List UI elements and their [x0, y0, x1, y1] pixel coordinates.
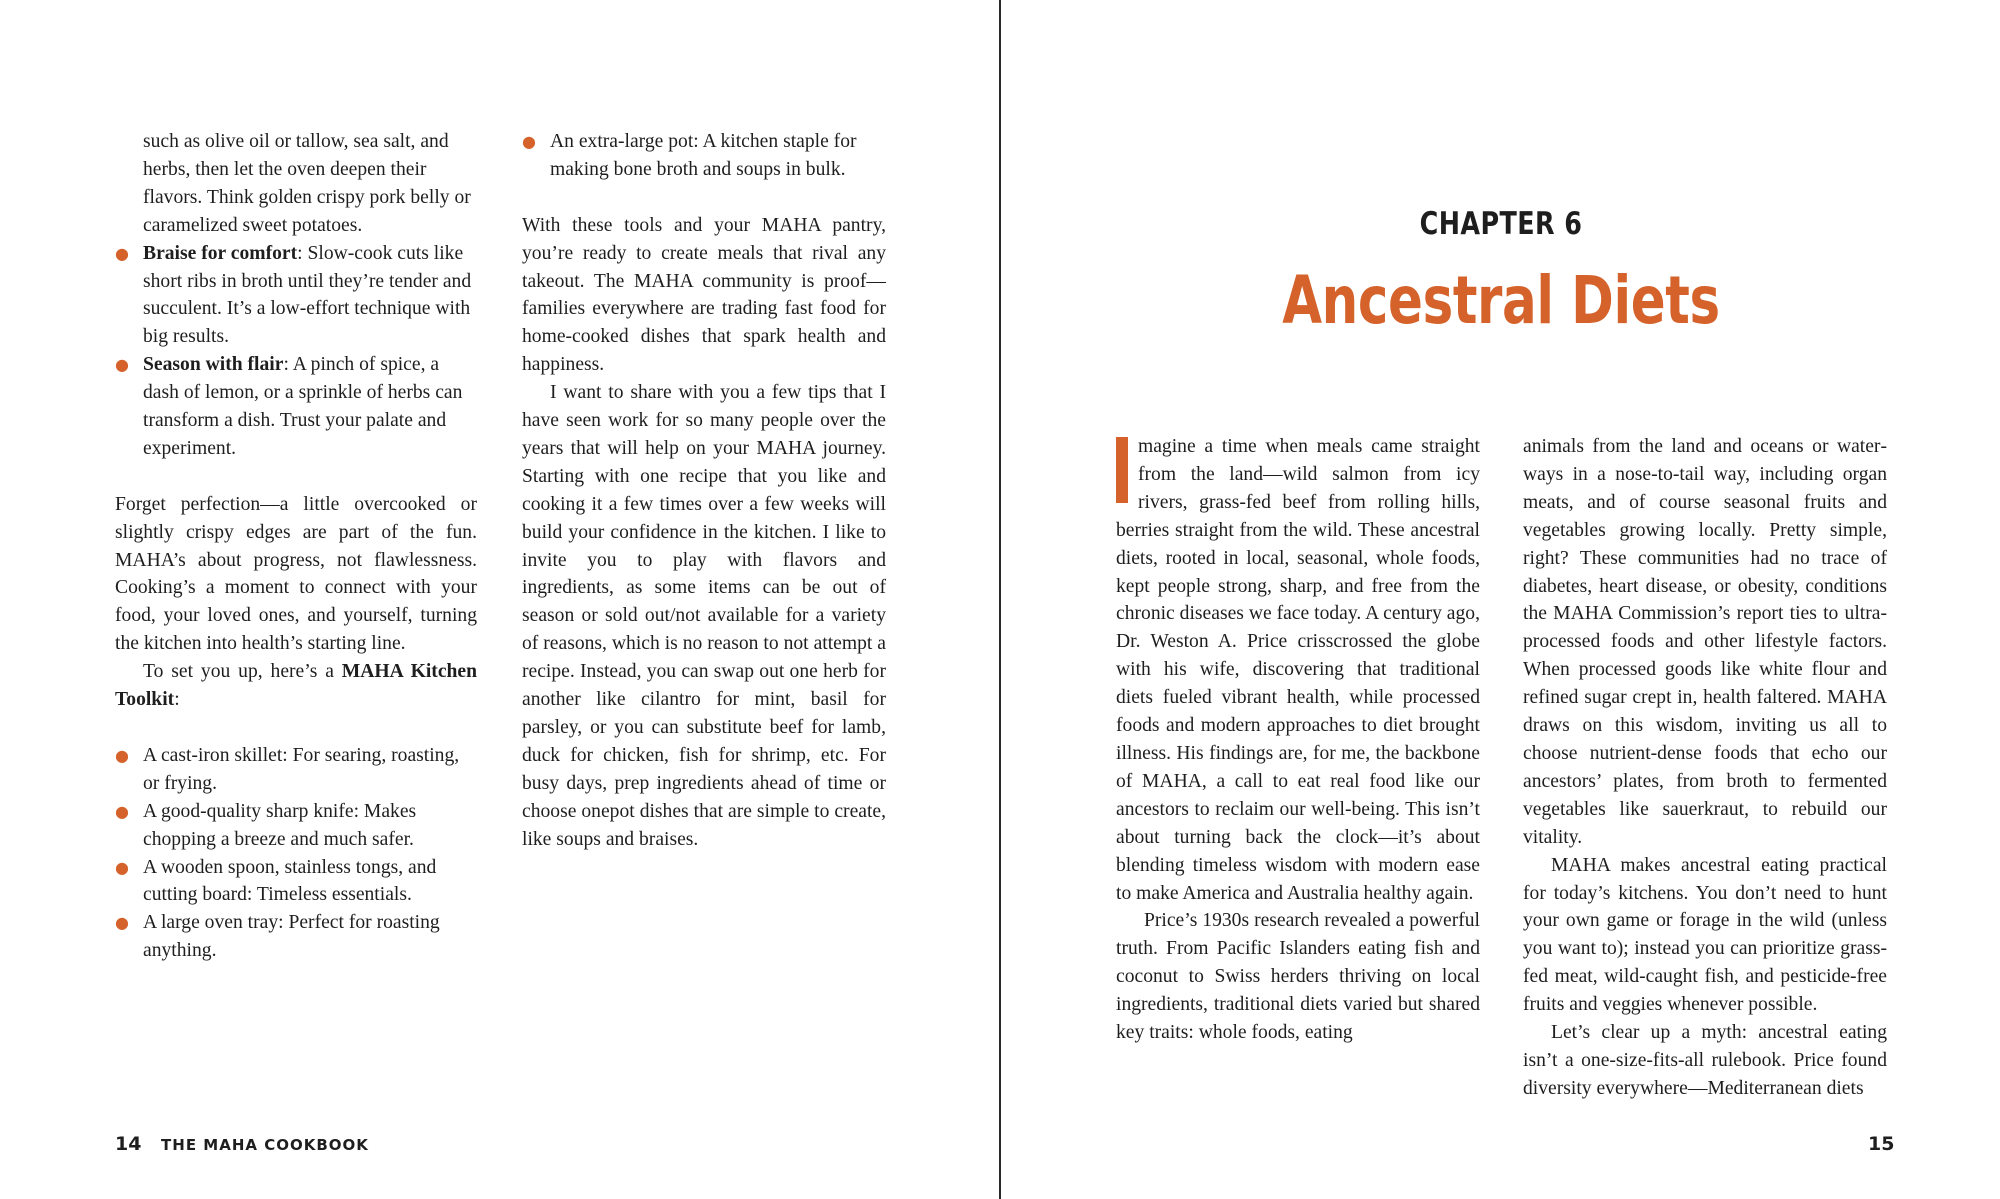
chapter-label: CHAPTER 6	[1419, 206, 1583, 242]
page-number: 15	[1868, 1133, 1895, 1155]
bullet-bold-label: Braise for comfort	[143, 242, 298, 264]
paragraph-forget-perfection: Forget perfection—a little overcooked or slightly crispy edges are part of the fun. MAHA’s about progress, not flawlessness. Cooking’s a moment to connect with your food, your loved ones, and yourself, turning the kitchen into health’s starting line.	[115, 493, 477, 655]
paragraph-practical: MAHA makes ancestral eating practical for today’s kitchens. You don’t need to hunt your own game or forage in the wild (unless you want to); instead you can prioritize grass-fed meat, wild-caught fish, and pesticide-free fruits and veggies whenever possible.	[1523, 854, 1887, 1016]
paragraph-imagine-text: magine a time when meals came straight from the land—wild salmon from icy rivers, grass-fed beef from rolling hills, berries straight from the wild. These ancestral diets, rooted in local, seasonal, whole foods, kept people strong, sharp, and free from the chronic diseases we face today. A century ago, Dr. Weston A. Price crisscrossed the globe with his wife, discovering that traditional diets fueled vibrant health, while processed foods and modern approaches to diet brought illness. His findings are, for me, the backbone of MAHA, a call to eat real food like our ancestors to reclaim our well-being. This isn’t about turning back the clock—it’s about blending timeless wisdom with modern ease to make America and Australia healthy again.	[1116, 436, 1480, 904]
bullet-bold-label: Season with flair	[143, 354, 284, 376]
paragraph-myth: Let’s clear up a myth: ancestral eating isn’t a one-size-fits-all rulebook. Price found diversity everywhere—Mediterranean diets	[1523, 1022, 1887, 1099]
left-column-1	[115, 128, 477, 965]
tool-text: An extra-large pot: A kitchen staple for making bone broth and soups in bulk.	[550, 131, 857, 180]
tool-text: A wooden spoon, stainless tongs, and cutting board: Timeless essentials.	[143, 856, 437, 906]
left-page	[0, 0, 999, 1199]
bullet-roast-continuation: such as olive oil or tallow, sea salt, and herbs, then let the oven deepen their flavors. Think golden crispy pork belly or caramelized sweet potatoes.	[143, 131, 471, 236]
list-item	[115, 909, 477, 965]
cooking-tips-list	[115, 240, 477, 463]
tool-text: A cast-iron skillet: For searing, roasting, or frying.	[143, 744, 460, 794]
list-item	[115, 351, 477, 463]
list-item	[522, 128, 886, 184]
running-head: THE MAHA COOKBOOK	[161, 1136, 369, 1154]
page-number: 14	[115, 1133, 142, 1155]
left-footer	[115, 1133, 369, 1155]
toolkit-bold-label: MAHA Kitchen Toolkit	[115, 661, 478, 711]
tool-text: A large oven tray: Perfect for roasting anything.	[143, 912, 440, 962]
book-spine-divider	[999, 0, 1001, 1199]
left-column-2	[522, 128, 886, 854]
toolkit-list-continued	[522, 128, 886, 184]
list-item	[115, 240, 477, 352]
paragraph-price-research: Price’s 1930s research revealed a powerful truth. From Pacific Islanders eating fish and coconut to Swiss herders thriving on local ingredients, traditional diets varied but shared key traits: whole foods, eating	[1116, 910, 1480, 1044]
chapter-title: Ancestral Diets	[1282, 262, 1720, 339]
right-page	[1002, 0, 2000, 1199]
bullet-dot-icon: ●	[115, 857, 129, 877]
bullet-dot-icon: ●	[115, 801, 129, 821]
bullet-dot-icon: ●	[115, 913, 129, 933]
bullet-dot-icon: ●	[115, 243, 129, 263]
list-item	[115, 798, 477, 854]
dropcap-bar-icon	[1116, 437, 1128, 503]
right-column-2	[1523, 433, 1887, 1103]
toolkit-intro-text: To set you up, here’s a	[143, 661, 342, 683]
right-footer	[1868, 1133, 1895, 1155]
paragraph-with-these-tools: With these tools and your MAHA pantry, you’re ready to create meals that rival any takeout. The MAHA community is proof—families everywhere are trading fast food for home-cooked dishes that spark health and happiness.	[522, 214, 886, 376]
list-item	[115, 854, 477, 910]
toolkit-colon: :	[174, 689, 180, 711]
paragraph-imagine	[1116, 433, 1480, 907]
paragraph-tips: I want to share with you a few tips that I have seen work for so many people over the years that will help on your MAHA journey. Starting with one recipe that you like and cooking it a few times over a few weeks will build your confidence in the kitchen. I like to invite you to play with flavors and ingredients, as some items can be out of season or sold out/not available for a variety of reasons, which is no reason to not attempt a recipe. Instead, you can swap out one herb for another like cilantro for mint, basil for parsley, or you can substitute beef for lamb, duck for chicken, fish for shrimp, etc. For busy days, prep ingredients ahead of time or choose onepot dishes that are simple to create, like soups and braises.	[522, 382, 886, 850]
bullet-text: : A pinch of spice, a dash of lemon, or a sprinkle of herbs can transform a dish. Trust your palate and experiment.	[143, 354, 463, 459]
bullet-dot-icon: ●	[115, 745, 129, 765]
bullet-dot-icon: ●	[522, 132, 536, 151]
paragraph-animals: animals from the land and oceans or waterways in a nose-to-tail way, including organ meats, and of course seasonal fruits and vegetables growing locally. Pretty simple, right? These communities had no trace of diabetes, heart disease, or obesity, conditions the MAHA Commission’s report ties to ultra-processed foods and other lifestyle factors. When processed goods like white flour and refined sugar crept in, health faltered. MAHA draws on this wisdom, inviting us all to choose nutrient-dense foods that echo our ancestors’ plates, from broth to fermented vegetables like sauerkraut, to rebuild our vitality.	[1523, 436, 1887, 848]
right-column-1	[1116, 433, 1480, 1047]
toolkit-list	[115, 742, 477, 965]
tool-text: A good-quality sharp knife: Makes chopping a breeze and much safer.	[143, 800, 417, 850]
bullet-text: : Slow-cook cuts like short ribs in broth until they’re tender and succulent. It’s a low-effort technique with big results.	[143, 242, 472, 348]
paragraph-toolkit-intro	[115, 658, 477, 714]
bullet-dot-icon: ●	[115, 355, 129, 375]
list-item	[115, 742, 477, 798]
